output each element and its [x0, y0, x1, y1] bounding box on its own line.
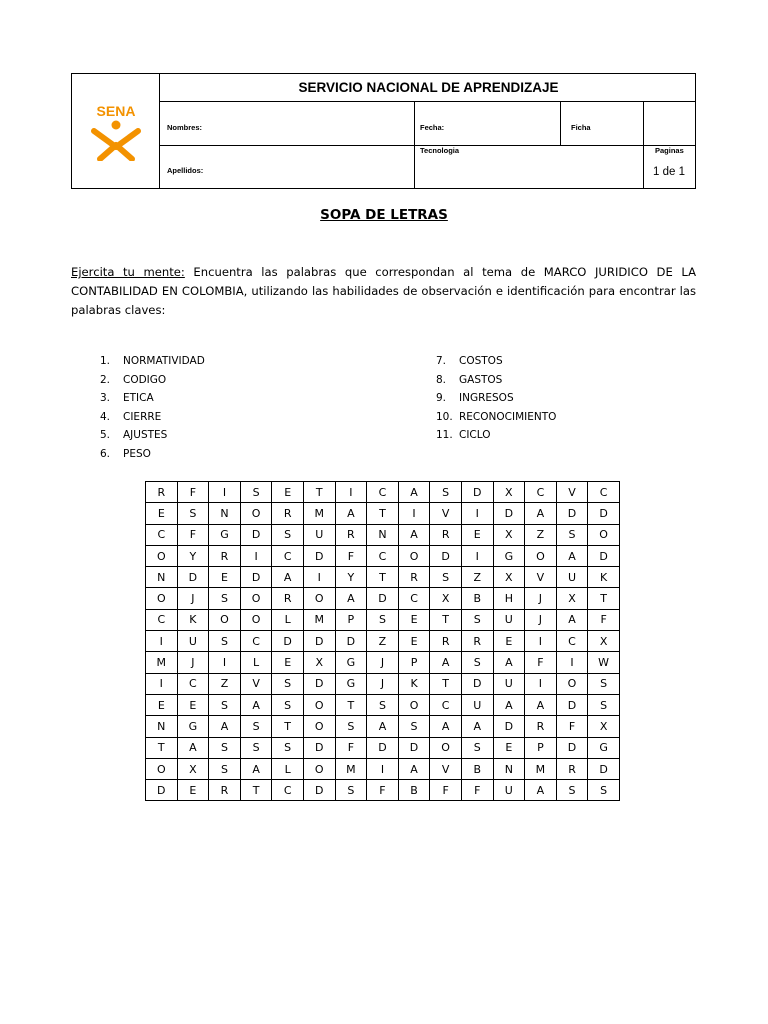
word-list-left: [100, 352, 205, 463]
word-text: ETICA: [123, 392, 154, 404]
grid-cell: C: [272, 780, 304, 801]
word-number: 3.: [100, 392, 111, 404]
word-text: INGRESOS: [459, 392, 514, 404]
word-number: 4.: [100, 410, 111, 423]
word-list-item: [100, 445, 205, 464]
grid-row: [146, 588, 620, 609]
grid-cell: F: [335, 737, 367, 758]
document-title: SOPA DE LETRAS: [320, 207, 448, 223]
grid-cell: D: [588, 758, 620, 779]
grid-cell: J: [177, 588, 209, 609]
grid-cell: T: [367, 567, 399, 588]
svg-text:SENA: SENA: [96, 103, 136, 119]
grid-cell: V: [430, 758, 462, 779]
grid-cell: M: [303, 609, 335, 630]
grid-cell: R: [146, 482, 178, 503]
grid-cell: I: [303, 567, 335, 588]
grid-cell: A: [240, 758, 272, 779]
grid-cell: M: [525, 758, 557, 779]
word-text: PESO: [123, 447, 151, 460]
grid-cell: M: [146, 652, 178, 673]
grid-cell: R: [335, 524, 367, 545]
grid-cell: R: [556, 758, 588, 779]
grid-cell: D: [493, 503, 525, 524]
grid-cell: P: [335, 609, 367, 630]
grid-cell: S: [430, 567, 462, 588]
grid-cell: R: [272, 588, 304, 609]
grid-cell: U: [177, 631, 209, 652]
grid-cell: D: [556, 694, 588, 715]
grid-cell: A: [177, 737, 209, 758]
grid-cell: V: [430, 503, 462, 524]
grid-row: [146, 482, 620, 503]
grid-cell: S: [272, 673, 304, 694]
grid-cell: Y: [177, 545, 209, 566]
grid-cell: N: [367, 524, 399, 545]
grid-cell: F: [367, 780, 399, 801]
grid-cell: U: [303, 524, 335, 545]
word-list-item: [436, 389, 556, 408]
word-text: COSTOS: [459, 355, 503, 367]
grid-cell: S: [272, 737, 304, 758]
grid-cell: S: [240, 737, 272, 758]
grid-row: [146, 673, 620, 694]
word-list-item: [436, 371, 556, 390]
grid-cell: L: [272, 609, 304, 630]
word-list-item: [100, 408, 205, 427]
grid-cell: Z: [209, 673, 241, 694]
grid-cell: X: [493, 482, 525, 503]
grid-cell: D: [461, 673, 493, 694]
grid-cell: C: [430, 694, 462, 715]
grid-cell: K: [588, 567, 620, 588]
grid-cell: T: [335, 694, 367, 715]
grid-cell: A: [209, 716, 241, 737]
grid-cell: N: [146, 716, 178, 737]
grid-row: [146, 567, 620, 588]
grid-row: [146, 545, 620, 566]
grid-cell: B: [461, 758, 493, 779]
header-table: [71, 73, 696, 189]
grid-row: [146, 694, 620, 715]
grid-cell: S: [588, 694, 620, 715]
grid-cell: B: [461, 588, 493, 609]
grid-row: [146, 716, 620, 737]
grid-cell: G: [493, 545, 525, 566]
grid-cell: K: [398, 673, 430, 694]
grid-cell: A: [525, 503, 557, 524]
grid-cell: C: [398, 588, 430, 609]
word-number: 1.: [100, 355, 111, 367]
word-list-item: [436, 408, 556, 427]
grid-cell: E: [398, 609, 430, 630]
grid-cell: O: [240, 588, 272, 609]
grid-cell: T: [240, 780, 272, 801]
grid-cell: E: [146, 503, 178, 524]
grid-cell: C: [588, 482, 620, 503]
grid-cell: Z: [367, 631, 399, 652]
grid-cell: O: [398, 545, 430, 566]
grid-cell: A: [556, 609, 588, 630]
word-number: 7.: [436, 355, 447, 367]
grid-cell: E: [272, 482, 304, 503]
grid-cell: U: [493, 609, 525, 630]
paginas-value: 1 de 1: [653, 166, 685, 178]
grid-cell: E: [146, 694, 178, 715]
grid-cell: E: [398, 631, 430, 652]
grid-cell: D: [303, 673, 335, 694]
grid-cell: A: [398, 524, 430, 545]
grid-cell: C: [146, 609, 178, 630]
grid-cell: V: [525, 567, 557, 588]
grid-cell: S: [240, 716, 272, 737]
grid-cell: D: [367, 737, 399, 758]
grid-cell: Z: [525, 524, 557, 545]
grid-cell: F: [177, 524, 209, 545]
sena-logo-icon: [86, 101, 146, 161]
grid-cell: M: [303, 503, 335, 524]
grid-cell: D: [556, 503, 588, 524]
grid-cell: D: [303, 780, 335, 801]
grid-cell: O: [240, 609, 272, 630]
paginas-label: Paginas: [655, 146, 684, 155]
grid-cell: U: [556, 567, 588, 588]
grid-cell: O: [588, 524, 620, 545]
grid-cell: D: [240, 524, 272, 545]
grid-cell: O: [525, 545, 557, 566]
word-list-item: [436, 352, 556, 371]
grid-cell: I: [525, 673, 557, 694]
grid-cell: T: [303, 482, 335, 503]
grid-cell: F: [556, 716, 588, 737]
grid-cell: D: [461, 482, 493, 503]
grid-cell: S: [177, 503, 209, 524]
word-text: NORMATIVIDAD: [123, 355, 205, 367]
word-number: 8.: [436, 373, 447, 386]
grid-cell: R: [209, 545, 241, 566]
grid-cell: O: [146, 545, 178, 566]
grid-cell: D: [588, 545, 620, 566]
grid-cell: S: [367, 694, 399, 715]
grid-cell: E: [177, 780, 209, 801]
fecha-label: Fecha:: [420, 123, 445, 132]
grid-cell: D: [272, 631, 304, 652]
grid-cell: O: [398, 694, 430, 715]
grid-cell: D: [398, 737, 430, 758]
grid-cell: J: [177, 652, 209, 673]
grid-cell: V: [240, 673, 272, 694]
grid-cell: D: [177, 567, 209, 588]
grid-cell: D: [240, 567, 272, 588]
grid-cell: O: [240, 503, 272, 524]
grid-cell: A: [525, 694, 557, 715]
grid-cell: R: [430, 631, 462, 652]
grid-cell: A: [272, 567, 304, 588]
grid-cell: L: [240, 652, 272, 673]
grid-cell: O: [146, 758, 178, 779]
grid-cell: U: [493, 673, 525, 694]
grid-cell: G: [335, 673, 367, 694]
grid-cell: S: [209, 737, 241, 758]
grid-cell: S: [588, 780, 620, 801]
nombres-label: Nombres:: [167, 123, 203, 132]
word-number: 11.: [436, 429, 453, 441]
word-list-right: [436, 352, 556, 445]
grid-cell: G: [335, 652, 367, 673]
grid-cell: A: [335, 588, 367, 609]
word-number: 5.: [100, 429, 111, 441]
grid-cell: D: [430, 545, 462, 566]
apellidos-label: Apellidos:: [167, 166, 204, 175]
grid-cell: P: [398, 652, 430, 673]
grid-cell: D: [303, 545, 335, 566]
grid-cell: D: [588, 503, 620, 524]
grid-cell: E: [272, 652, 304, 673]
grid-cell: J: [525, 609, 557, 630]
grid-cell: X: [303, 652, 335, 673]
grid-cell: R: [272, 503, 304, 524]
grid-cell: X: [177, 758, 209, 779]
grid-cell: I: [556, 652, 588, 673]
grid-cell: F: [335, 545, 367, 566]
grid-cell: T: [367, 503, 399, 524]
grid-cell: M: [335, 758, 367, 779]
grid-cell: O: [303, 716, 335, 737]
grid-cell: F: [430, 780, 462, 801]
grid-row: [146, 652, 620, 673]
grid-cell: F: [588, 609, 620, 630]
grid-cell: S: [209, 694, 241, 715]
grid-cell: I: [146, 631, 178, 652]
grid-cell: F: [461, 780, 493, 801]
grid-cell: N: [146, 567, 178, 588]
grid-cell: F: [525, 652, 557, 673]
grid-cell: R: [430, 524, 462, 545]
word-text: AJUSTES: [123, 429, 168, 441]
grid-cell: E: [177, 694, 209, 715]
grid-row: [146, 758, 620, 779]
grid-cell: I: [461, 545, 493, 566]
grid-cell: X: [588, 716, 620, 737]
grid-cell: A: [556, 545, 588, 566]
grid-cell: I: [461, 503, 493, 524]
grid-cell: W: [588, 652, 620, 673]
grid-cell: A: [240, 694, 272, 715]
grid-cell: B: [398, 780, 430, 801]
grid-cell: C: [272, 545, 304, 566]
grid-cell: H: [493, 588, 525, 609]
grid-cell: A: [461, 716, 493, 737]
word-number: 9.: [436, 392, 447, 404]
grid-row: [146, 524, 620, 545]
grid-row: [146, 780, 620, 801]
grid-cell: S: [461, 737, 493, 758]
grid-cell: D: [303, 737, 335, 758]
grid-cell: G: [588, 737, 620, 758]
grid-cell: E: [461, 524, 493, 545]
grid-cell: O: [430, 737, 462, 758]
grid-row: [146, 503, 620, 524]
word-search-grid: [145, 481, 620, 801]
grid-cell: S: [556, 524, 588, 545]
grid-row: [146, 737, 620, 758]
word-list-item: [100, 371, 205, 390]
grid-cell: X: [556, 588, 588, 609]
word-list-item: [436, 426, 556, 445]
grid-cell: C: [177, 673, 209, 694]
grid-cell: I: [146, 673, 178, 694]
grid-cell: S: [335, 716, 367, 737]
grid-cell: Z: [461, 567, 493, 588]
grid-cell: D: [146, 780, 178, 801]
grid-cell: S: [272, 694, 304, 715]
grid-cell: X: [430, 588, 462, 609]
grid-cell: D: [303, 631, 335, 652]
grid-cell: S: [398, 716, 430, 737]
word-number: 6.: [100, 447, 111, 460]
organization-title: SERVICIO NACIONAL DE APRENDIZAJE: [298, 80, 559, 95]
grid-cell: D: [335, 631, 367, 652]
grid-cell: C: [525, 482, 557, 503]
grid-cell: C: [556, 631, 588, 652]
grid-cell: X: [493, 567, 525, 588]
grid-cell: G: [209, 524, 241, 545]
grid-cell: I: [398, 503, 430, 524]
grid-cell: I: [240, 545, 272, 566]
grid-cell: S: [430, 482, 462, 503]
grid-cell: S: [240, 482, 272, 503]
word-text: CIERRE: [123, 410, 162, 423]
grid-cell: J: [525, 588, 557, 609]
grid-row: [146, 609, 620, 630]
grid-cell: C: [367, 545, 399, 566]
grid-cell: A: [430, 652, 462, 673]
grid-cell: K: [177, 609, 209, 630]
grid-cell: C: [146, 524, 178, 545]
grid-cell: A: [398, 482, 430, 503]
grid-cell: R: [461, 631, 493, 652]
grid-cell: E: [493, 737, 525, 758]
grid-cell: A: [367, 716, 399, 737]
grid-cell: T: [430, 609, 462, 630]
word-text: CODIGO: [123, 373, 167, 386]
grid-cell: C: [367, 482, 399, 503]
word-text: GASTOS: [459, 373, 503, 386]
grid-cell: A: [493, 652, 525, 673]
grid-cell: S: [588, 673, 620, 694]
grid-cell: T: [430, 673, 462, 694]
grid-cell: T: [146, 737, 178, 758]
grid-cell: L: [272, 758, 304, 779]
grid-cell: D: [493, 716, 525, 737]
word-list-item: [100, 389, 205, 408]
word-list-item: [100, 352, 205, 371]
grid-cell: O: [303, 588, 335, 609]
grid-cell: C: [240, 631, 272, 652]
instructions-lead: Ejercita tu mente:: [71, 265, 185, 279]
grid-cell: A: [398, 758, 430, 779]
grid-cell: G: [177, 716, 209, 737]
grid-cell: O: [303, 694, 335, 715]
grid-cell: R: [525, 716, 557, 737]
grid-cell: A: [493, 694, 525, 715]
grid-cell: R: [209, 780, 241, 801]
grid-cell: S: [461, 609, 493, 630]
grid-cell: T: [272, 716, 304, 737]
grid-cell: A: [525, 780, 557, 801]
grid-cell: O: [146, 588, 178, 609]
grid-cell: J: [367, 673, 399, 694]
grid-cell: I: [367, 758, 399, 779]
ficha-label: Ficha: [571, 123, 591, 132]
grid-cell: N: [209, 503, 241, 524]
grid-cell: R: [398, 567, 430, 588]
grid-cell: A: [335, 503, 367, 524]
sena-logo: [72, 74, 160, 188]
grid-cell: D: [556, 737, 588, 758]
grid-cell: S: [209, 758, 241, 779]
grid-cell: S: [209, 631, 241, 652]
grid-cell: I: [525, 631, 557, 652]
grid-cell: I: [209, 482, 241, 503]
grid-cell: U: [461, 694, 493, 715]
grid-cell: S: [556, 780, 588, 801]
grid-cell: I: [335, 482, 367, 503]
grid-cell: S: [335, 780, 367, 801]
word-text: RECONOCIMIENTO: [459, 410, 557, 423]
grid-cell: A: [430, 716, 462, 737]
grid-cell: S: [209, 588, 241, 609]
grid-cell: O: [209, 609, 241, 630]
word-number: 2.: [100, 373, 111, 386]
grid-cell: S: [367, 609, 399, 630]
grid-cell: O: [303, 758, 335, 779]
grid-cell: O: [556, 673, 588, 694]
instructions-body: Encuentra las palabras que correspondan al tema de MARCO JURIDICO DE LA CONTABILIDAD EN COLOMBIA, utilizando las habilidades de observación e identificación para encontrar las palabras claves:: [71, 265, 696, 317]
instructions: [71, 263, 696, 320]
grid-cell: J: [367, 652, 399, 673]
grid-cell: T: [588, 588, 620, 609]
word-text: CICLO: [459, 429, 491, 441]
word-list-item: [100, 426, 205, 445]
grid-cell: E: [493, 631, 525, 652]
tecnologia-label: Tecnologia: [420, 146, 460, 155]
grid-cell: S: [272, 524, 304, 545]
grid-cell: X: [588, 631, 620, 652]
grid-row: [146, 631, 620, 652]
grid-cell: P: [525, 737, 557, 758]
word-number: 10.: [436, 410, 453, 423]
grid-cell: I: [209, 652, 241, 673]
grid-cell: Y: [335, 567, 367, 588]
grid-cell: D: [367, 588, 399, 609]
grid-cell: E: [209, 567, 241, 588]
grid-cell: S: [461, 652, 493, 673]
grid-cell: X: [493, 524, 525, 545]
grid-cell: V: [556, 482, 588, 503]
grid-cell: N: [493, 758, 525, 779]
grid-cell: F: [177, 482, 209, 503]
grid-cell: U: [493, 780, 525, 801]
